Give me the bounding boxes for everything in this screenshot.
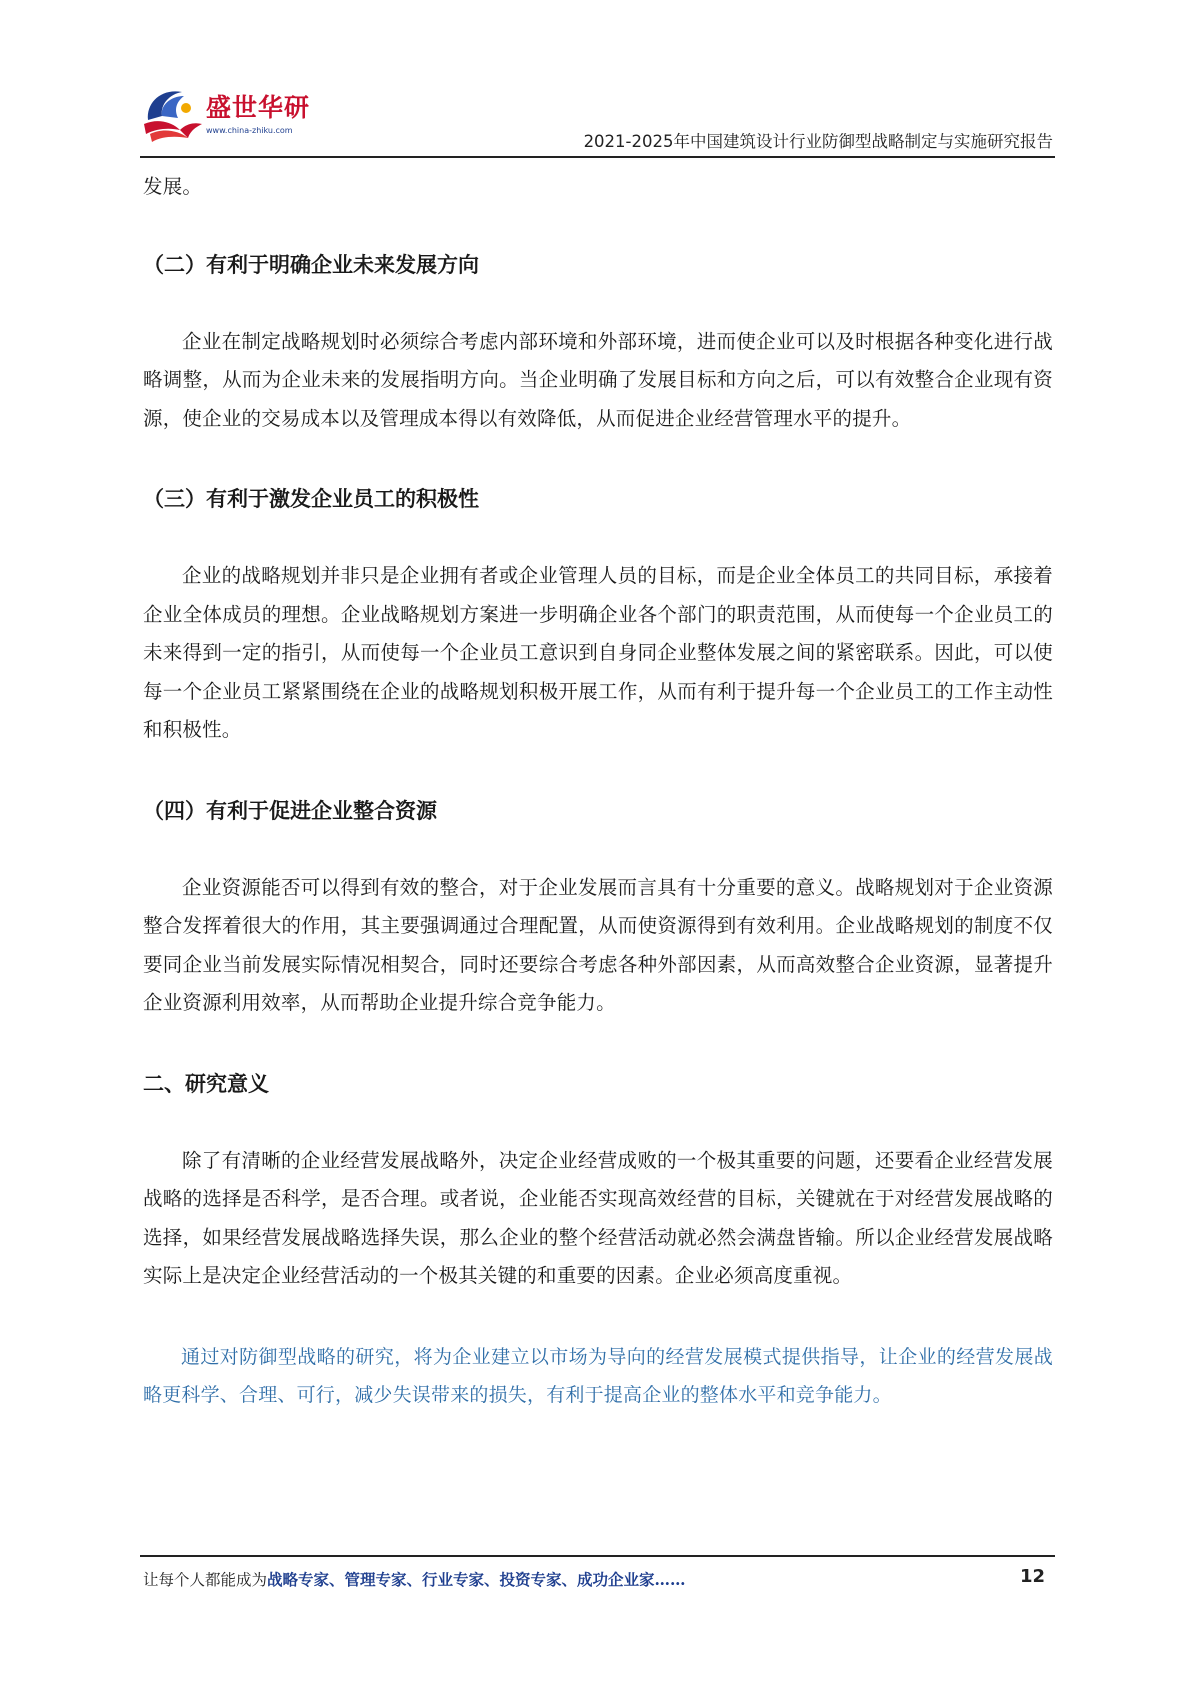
section-heading-research: 二、研究意义 (143, 1071, 269, 1096)
logo-emblem-icon (140, 84, 204, 146)
section-heading-3: （三）有利于激发企业员工的积极性 (143, 487, 479, 511)
page-content (143, 168, 1053, 1415)
company-logo (140, 84, 330, 150)
header-divider (140, 156, 1055, 158)
paragraph-continuation: 发展。 (143, 175, 203, 198)
paragraph-motivation: 企业的战略规划并非只是企业拥有者或企业管理人员的目标，而是企业全体员工的共同目标，承接着企业全体成员的理想。企业战略规划方案进一步明确企业各个部门的职责范围，从而使每一个企业员工的未来得到一定的指引，从而使每一个企业员工意识到自身同企业整体发展之间的紧密联系。因此，可以使每一个企业员工紧紧围绕在企业的战略规划积极开展工作，从而有利于提升每一个企业员工的工作主动性和积极性。 (143, 564, 1053, 741)
page-number: 12 (1019, 1566, 1045, 1587)
paragraph-highlight: 通过对防御型战略的研究，将为企业建立以市场为导向的经营发展模式提供指导，让企业的经营发展战略更科学、合理、可行，减少失误带来的损失，有利于提高企业的整体水平和竞争能力。 (143, 1345, 1053, 1406)
page-header (0, 0, 1191, 160)
footer-lead-text: 让每个人都能成为 (143, 1571, 268, 1589)
logo-name: 盛世华研 (206, 93, 311, 122)
paragraph-direction: 企业在制定战略规划时必须综合考虑内部环境和外部环境，进而使企业可以及时根据各种变化进行战略调整，从而为企业未来的发展指明方向。当企业明确了发展目标和方向之后，可以有效整合企业现有资源，使企业的交易成本以及管理成本得以有效降低，从而促进企业经营管理水平的提升。 (143, 329, 1053, 430)
paragraph-research: 除了有清晰的企业经营发展战略外，决定企业经营成败的一个极其重要的问题，还要看企业经营发展战略的选择是否科学，是否合理。或者说，企业能否实现高效经营的目标，关键就在于对经营发展战略的选择，如果经营发展战略选择失误，那么企业的整个经营活动就必然会满盘皆输。所以企业经营发展战略实际上是决定企业经营活动的一个极其关键的和重要的因素。企业必须高度重视。 (143, 1148, 1053, 1287)
footer-divider (140, 1555, 1055, 1557)
footer-roles-text: 战略专家、管理专家、行业专家、投资专家、成功企业家…… (267, 1570, 686, 1589)
paragraph-resources: 企业资源能否可以得到有效的整合，对于企业发展而言具有十分重要的意义。战略规划对于企业资源整合发挥着很大的作用，其主要强调通过合理配置，从而使资源得到有效利用。企业战略规划的制度不仅要同企业当前发展实际情况相契合，同时还要综合考虑各种外部因素，从而高效整合企业资源，显著提升企业资源利用效率，从而帮助企业提升综合竞争能力。 (143, 875, 1053, 1014)
section-heading-2: （二）有利于明确企业未来发展方向 (143, 252, 479, 277)
logo-url: www.china-zhiku.com (206, 126, 293, 135)
page-footer (143, 1568, 1053, 1598)
report-title: 2021-2025年中国建筑设计行业防御型战略制定与实施研究报告 (583, 132, 1053, 151)
section-heading-4: （四）有利于促进企业整合资源 (143, 798, 437, 823)
